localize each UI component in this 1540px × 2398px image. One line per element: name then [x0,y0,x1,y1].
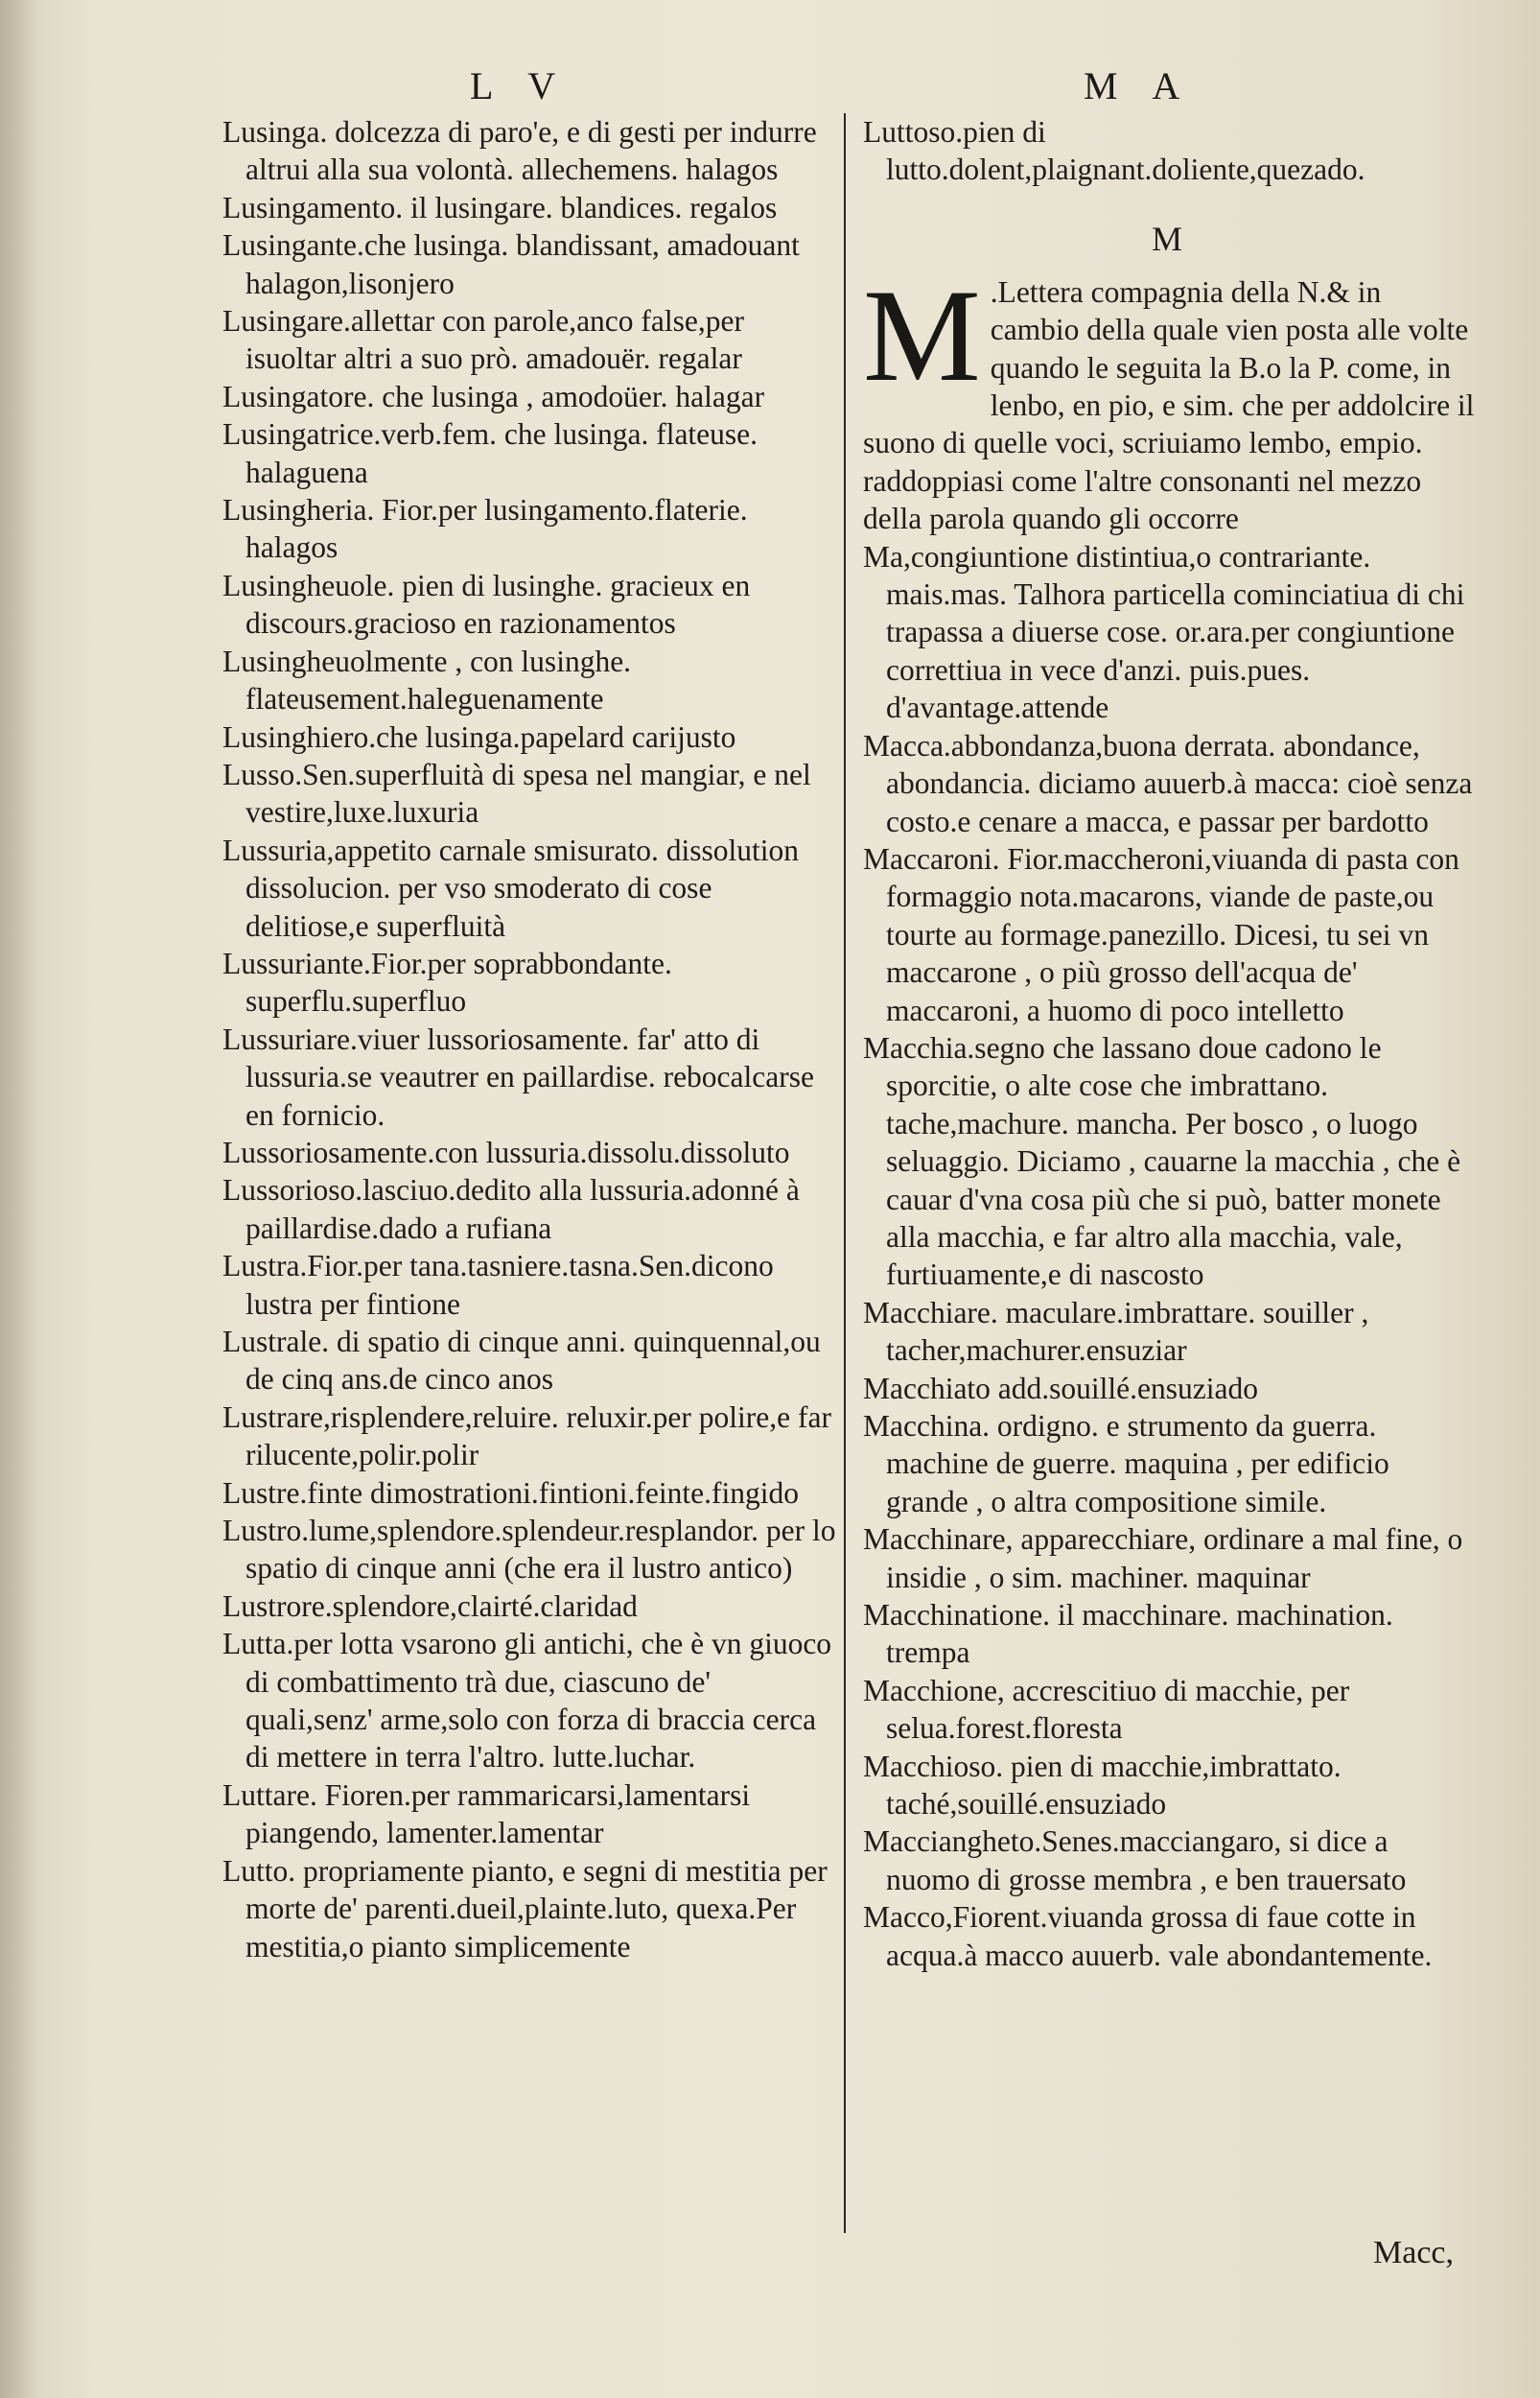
dictionary-entry: Lusingheuole. pien di lusinghe. gracieux en discours.gracioso en razionamentos [222,568,751,641]
binding-shadow [0,0,38,2398]
dictionary-entry: Lusso.Sen.superfluità di spesa nel mangiar, e nel vestire,luxe.luxuria [222,757,811,830]
dictionary-entry: Macchioso. pien di macchie,imbrattato. taché,souillé.ensuziado [863,1749,1342,1822]
dictionary-entry: Lusingheria. Fior.per lusingamento.flaterie. halagos [222,493,748,565]
catchword: Macc, [1373,2235,1455,2270]
dictionary-entry: Lusingante.che lusinga. blandissant, amadouant halagon,lisonjero [222,228,800,300]
dictionary-entry: Macca.abbondanza,buona derrata. abondance, abondancia. diciamo auuerb.à macca: cioè senza costo.e cenare a macca, e passar per bardotto [863,728,1473,838]
dictionary-entry: Lustrore.splendore,clairté.claridad [222,1588,638,1623]
dictionary-entry: Luttoso.pien di lutto.dolent,plaignant.doliente,quezado. [863,115,1365,187]
dictionary-entry: Lusinga. dolcezza di paro'e, e di gesti per indurre altrui alla sua volontà. allechemens. halagos [222,115,817,187]
dictionary-entry: Luttare. Fioren.per rammaricarsi,lamentarsi piangendo, lamenter.lamentar [222,1777,751,1850]
dictionary-entry: Lustra.Fior.per tana.tasniere.tasna.Sen.dicono lustra per fintione [222,1249,774,1321]
dictionary-entry: Lusingatore. che lusinga , amodoüer. halagar [222,379,765,413]
dictionary-entry: Lusingare.allettar con parole,anco false,per isuoltar altri a suo prò. amadouër. regalar [222,304,744,376]
dictionary-entry: Lutta.per lotta vsarono gli antichi, che è vn giuoco di combattimento trà due, ciascuno de' quali,senz' arme,solo con forza di braccia cerca di mettere in terra l'altro. lutte.luchar. [222,1627,832,1775]
dictionary-entry: Macchinatione. il macchinare. machination. trempa [863,1598,1393,1670]
dictionary-entry: Macco,Fiorent.viuanda grossa di faue cotte in acqua.à macco auuerb. vale abondantemente. [863,1900,1433,1972]
dictionary-entry: Macchiare. maculare.imbrattare. souiller , tacher,machurer.ensuziar [863,1295,1369,1368]
dictionary-entry: Lussuria,appetito carnale smisurato. dissolution dissolucion. per vso smoderato di cose delitiose,e superfluità [222,833,800,943]
dictionary-entry: Lustro.lume,splendore.splendeur.resplandor. per lo spatio di cinque anni (che era il lustro antico) [222,1514,836,1586]
dictionary-entry: Lussoriosamente.con lussuria.dissolu.dissoluto [222,1135,790,1169]
running-head-left: L V [470,64,570,107]
dictionary-entry: Maccaroni. Fior.maccheroni,viuanda di pasta con formaggio nota.macarons, viande de paste,ou tourte au formage.panezillo. Dicesi, tu sei vn maccarone , o più grosso dell'acqua de' maccaroni, a huomo di poco intelletto [863,841,1459,1027]
dictionary-entry: Lussuriante.Fior.per soprabbondante. superflu.superfluo [222,946,672,1019]
dictionary-entry: Lusingatrice.verb.fem. che lusinga. flateuse. halaguena [222,417,758,489]
left-column [222,113,836,1965]
dictionary-entry: Lustre.finte dimostrationi.fintioni.feinte.fingido [222,1475,800,1510]
column-divider [844,113,846,2233]
dictionary-entry: Ma,congiuntione distintiua,o contrariante. mais.mas. Talhora particella cominciatiua di chi trapassa a diuerse cose. or.ara.per congiuntione correttiua in vece d'anzi. puis.pues. d'avantage.attende [863,539,1465,725]
dictionary-entry: Macchinare, apparecchiare, ordinare a mal fine, o insidie , o sim. machiner. maquinar [863,1522,1463,1594]
dictionary-entry: Macchia.segno che lassano doue cadono le sporcitie, o alte cose che imbrattano. tache,machure. mancha. Per bosco , o luogo seluaggio. Diciamo , cauarne la macchia , che è cauar d'vna cosa più che si può, batter monete alla macchia, e far altro alla macchia, vale, furtiuamente,e di nascosto [863,1030,1461,1292]
dictionary-entry: Lutto. propriamente pianto, e segni di mestitia per morte de' parenti.dueil,plainte.luto, quexa.Per mestitia,o pianto simplicemente [222,1853,828,1963]
section-letter-heading: M [1151,219,1188,258]
letter-intro-text: .Lettera compagnia della N.& in cambio della quale vien posta alle volte quando le seguita la B.o la P. come, in lenbo, en pio, e sim. che per addolcire il suono di quelle voci, scriuiamo lembo, empio. raddoppiasi come l'altre consonanti nel mezzo della parola quando gli occorre [863,274,1475,536]
letter-intro [863,261,1477,538]
dictionary-entry: Lustrale. di spatio di cinque anni. quinquennal,ou de cinq ans.de cinco anos [222,1325,821,1397]
dictionary-entry: Lussorioso.lasciuo.dedito alla lussuria.adonné à paillardise.dado a rufiana [222,1173,800,1245]
dictionary-entry: Macciangheto.Senes.macciangaro, si dice a nuomo di grosse membra , e ben trauersato [863,1824,1407,1896]
dictionary-entry: Lusingheuolmente , con lusinghe. flateusement.haleguenamente [222,644,632,717]
dictionary-entry: Lustrare,risplendere,reluire. reluxir.per polire,e far rilucente,polir.polir [222,1399,831,1472]
dictionary-entry: Lusingamento. il lusingare. blandices. regalos [222,190,778,224]
running-head-right: M A [1084,64,1194,107]
dictionary-entry: Lussuriare.viuer lussoriosamente. far' atto di lussuria.se veautrer en paillardise. rebocalcarse en fornicio. [222,1022,814,1132]
drop-cap: M [863,261,981,409]
dictionary-entry: Lusinghiero.che lusinga.papelard carijusto [222,719,736,754]
dictionary-entry: Macchiato add.souillé.ensuziado [863,1371,1258,1405]
dictionary-entry: Macchina. ordigno. e strumento da guerra. machine de guerre. maquina , per edificio grande , o altra compositione simile. [863,1409,1389,1518]
right-column [863,113,1477,1974]
dictionary-entry: Macchione, accrescitiuo di macchie, per selua.forest.floresta [863,1673,1350,1746]
